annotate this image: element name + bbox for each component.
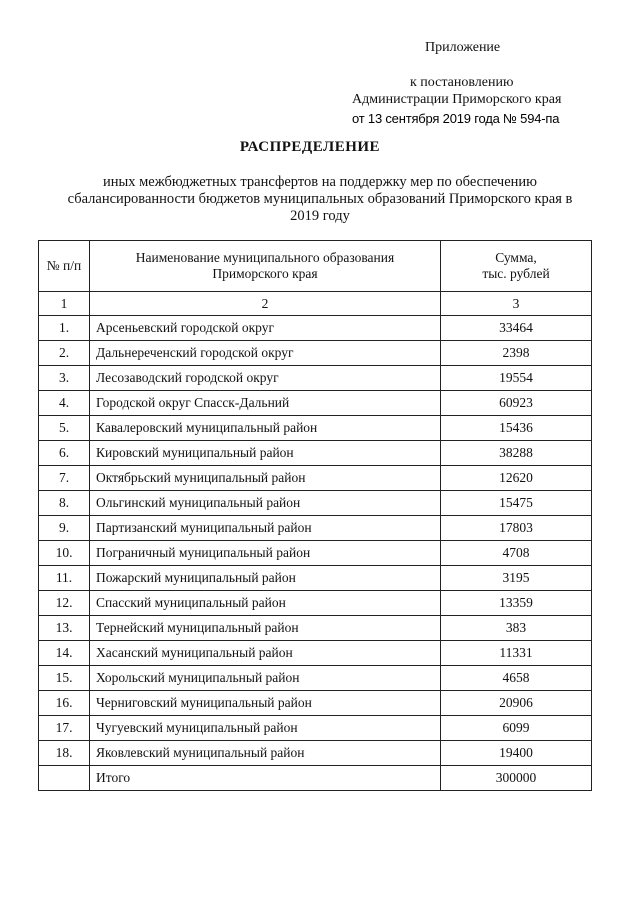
row-num: 1. (39, 316, 90, 341)
table-row (39, 516, 592, 541)
row-name: Городской округ Спасск-Дальний (90, 391, 441, 416)
total-label: Итого (90, 766, 441, 791)
table-row (39, 366, 592, 391)
row-sum: 13359 (441, 591, 592, 616)
row-sum: 4658 (441, 666, 592, 691)
table-row (39, 416, 592, 441)
row-num: 2. (39, 341, 90, 366)
index-cell: 1 (39, 292, 90, 316)
row-name: Черниговский муниципальный район (90, 691, 441, 716)
row-name: Спасский муниципальный район (90, 591, 441, 616)
row-name: Кавалеровский муниципальный район (90, 416, 441, 441)
header-sum-line: Сумма, (495, 250, 537, 265)
date-number-stamp: от 13 сентября 2019 года № 594-па (352, 111, 560, 126)
subtitle-line: 2019 году (290, 208, 350, 224)
row-num: 8. (39, 491, 90, 516)
row-sum: 17803 (441, 516, 592, 541)
header-sum (441, 241, 592, 292)
row-sum: 19400 (441, 741, 592, 766)
table-row (39, 341, 592, 366)
subtitle-line: сбалансированности бюджетов муниципальных образований Приморского края в (67, 191, 573, 207)
resolution-label: к постановлению (410, 75, 514, 90)
table-row (39, 741, 592, 766)
row-num: 15. (39, 666, 90, 691)
row-name: Октябрьский муниципальный район (90, 466, 441, 491)
table-row (39, 391, 592, 416)
row-sum: 4708 (441, 541, 592, 566)
row-sum: 3195 (441, 566, 592, 591)
table-row (39, 316, 592, 341)
table-row (39, 466, 592, 491)
row-num: 11. (39, 566, 90, 591)
table-row (39, 591, 592, 616)
total-num-cell (39, 766, 90, 791)
row-name: Тернейский муниципальный район (90, 616, 441, 641)
row-sum: 6099 (441, 716, 592, 741)
row-sum: 12620 (441, 466, 592, 491)
row-name: Дальнереченский городской округ (90, 341, 441, 366)
row-sum: 19554 (441, 366, 592, 391)
row-sum: 15436 (441, 416, 592, 441)
row-name: Пограничный муниципальный район (90, 541, 441, 566)
row-num: 17. (39, 716, 90, 741)
header-sum-line: тыс. рублей (482, 266, 550, 281)
row-num: 14. (39, 641, 90, 666)
row-sum: 11331 (441, 641, 592, 666)
row-sum: 60923 (441, 391, 592, 416)
distribution-table (38, 240, 592, 791)
table-row (39, 691, 592, 716)
row-name: Чугуевский муниципальный район (90, 716, 441, 741)
row-num: 13. (39, 616, 90, 641)
row-num: 18. (39, 741, 90, 766)
row-sum: 20906 (441, 691, 592, 716)
document-subtitle (55, 174, 585, 225)
document-title: РАСПРЕДЕЛЕНИЕ (239, 139, 381, 155)
appendix-label: Приложение (425, 40, 501, 55)
row-num: 12. (39, 591, 90, 616)
row-name: Яковлевский муниципальный район (90, 741, 441, 766)
row-num: 9. (39, 516, 90, 541)
row-name: Хасанский муниципальный район (90, 641, 441, 666)
row-num: 16. (39, 691, 90, 716)
table-row (39, 566, 592, 591)
row-sum: 33464 (441, 316, 592, 341)
table-row (39, 491, 592, 516)
row-sum: 2398 (441, 341, 592, 366)
row-name: Арсеньевский городской округ (90, 316, 441, 341)
row-num: 5. (39, 416, 90, 441)
row-name: Пожарский муниципальный район (90, 566, 441, 591)
table-row (39, 666, 592, 691)
total-sum: 300000 (441, 766, 592, 791)
column-index-row (39, 292, 592, 316)
row-name: Партизанский муниципальный район (90, 516, 441, 541)
row-name: Хорольский муниципальный район (90, 666, 441, 691)
subtitle-line: иных межбюджетных трансфертов на поддержку мер по обеспечению (102, 174, 538, 190)
row-num: 7. (39, 466, 90, 491)
header-name (90, 241, 441, 292)
administration-label: Администрации Приморского края (352, 92, 562, 107)
header-num: № п/п (39, 241, 90, 292)
row-name: Ольгинский муниципальный район (90, 491, 441, 516)
row-sum: 38288 (441, 441, 592, 466)
header-name-line: Наименование муниципального образования (135, 250, 395, 265)
row-sum: 383 (441, 616, 592, 641)
row-num: 6. (39, 441, 90, 466)
header-name-line: Приморского края (212, 266, 318, 281)
table-row (39, 441, 592, 466)
row-sum: 15475 (441, 491, 592, 516)
table-header-row (39, 241, 592, 292)
row-num: 4. (39, 391, 90, 416)
index-cell: 3 (441, 292, 592, 316)
index-cell: 2 (90, 292, 441, 316)
row-name: Кировский муниципальный район (90, 441, 441, 466)
table-row (39, 641, 592, 666)
row-name: Лесозаводский городской округ (90, 366, 441, 391)
row-num: 10. (39, 541, 90, 566)
table-row (39, 716, 592, 741)
total-row (39, 766, 592, 791)
table-row (39, 541, 592, 566)
table-row (39, 616, 592, 641)
row-num: 3. (39, 366, 90, 391)
